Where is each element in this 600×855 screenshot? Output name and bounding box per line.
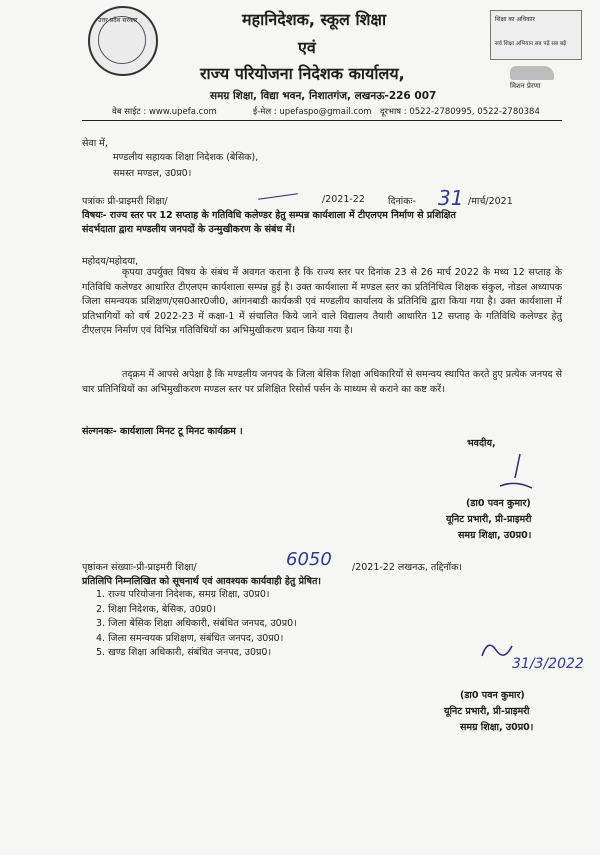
mission-logo-text: मिशन प्रेरणा [510,82,541,90]
endorsement-line: पृष्ठांकन संख्याः-प्री-प्राइमरी शिक्षा/ [82,562,197,573]
handwritten-stroke [258,193,298,200]
signer2-org: समग्र शिक्षा, उ0प्र0। [460,722,534,733]
list-item: 1. राज्य परियोजना निदेशक, समग्र शिक्षा, उ0प्र0। [96,589,270,600]
salutation: सेवा में, [82,138,108,149]
date-rest: /मार्च/2021 [468,196,513,207]
header-line2: एवं [298,38,316,57]
list-item: 3. जिला बेसिक शिक्षा अधिकारी, संबंधित जनपद, उ0प्र0। [96,618,297,629]
copy-line-text: प्रतिलिपि निम्नलिखित को सूचनार्थ एवं आवश्यक कार्यवाही हेतु प्रेषित। [82,576,321,587]
phone-text: दूरभाष : 0522-2780995, 0522-2780384 [380,107,540,117]
signer1-org: समग्र शिक्षा, उ0प्र0। [458,530,532,541]
rte-logo-bottom: सर्व शिक्षा अभियान सब पढ़ें सब बढ़ें [495,41,567,47]
header-line1: महानिदेशक, स्कूल शिक्षा [242,10,387,29]
enclosure: संल्गनकः- कार्यशाला मिनट टू मिनट कार्यक्रम । [82,426,243,437]
subject-line1: विषयः- राज्य स्तर पर 12 सप्ताह के गतिविधि कलेण्डर हेतु सम्पन्न कार्यशाला में टीएलएम निर्माण से प्रशिक्षित [82,210,456,221]
signer1-name: (डा0 पवन कुमार) [466,498,531,509]
header-divider [82,120,562,121]
letter-number: पत्रांकः प्री-प्राइमरी शिक्षा/ [82,196,168,207]
header-address: समग्र शिक्षा, विद्या भवन, निशातगंज, लखनऊ-226 007 [210,90,437,102]
signer2-name: (डा0 पवन कुमार) [460,690,525,701]
rte-logo-top: शिक्षा का अधिकार [495,16,535,23]
handwritten-date-day: 31 [438,186,464,210]
list-item: 4. जिला समन्वयक प्रशिक्षण, संबंधित जनपद, उ0प्र0। [96,632,284,644]
email-link[interactable]: ई-मेल : upefaspo@gmail.com [253,107,372,117]
list-item: 5. खण्ड शिक्षा अधिकारी, संबंधित जनपद, उ0प्र0। [96,647,272,658]
recipient-line2: समस्त मण्डल, उ0प्र0। [113,168,192,179]
copy-line [82,574,321,587]
letter-year: /2021-22 [322,194,365,205]
endorsement-year: /2021-22 लखनऊ, तद्दिनॉक। [352,562,462,573]
rte-logo [490,10,582,60]
date-label: दिनांकः- [388,196,416,207]
para2-text: तद्क्रम में आपसे अपेक्षा है कि मण्डलीय जनपद के जिला बेसिक शिक्षा अधिकारियों से समन्वय स्थापित करते हुए प्रत्येक जनपद से चार प्रतिनिधियों का अभिमुखीकरण मण्डल स्तर पर प्रशिक्षित रिसोर्स पर्सन के माध्यम से कराने का कष्ट करें। [82,369,562,395]
emblem-seal [88,6,158,76]
greeting: महोदय/महोदया, [82,256,139,267]
subject-line2: संदर्भदाता द्वारा मण्डलीय जनपदों के उन्मुखीकरण के संबंध में। [82,224,295,235]
list-item: 2. शिक्षा निदेशक, बेसिक, उ0प्र0। [96,603,216,615]
website-link[interactable]: वेब साईट : www.upefa.com [112,107,217,117]
copy-list [96,588,297,661]
body-paragraph-2 [82,368,562,397]
handwritten-date: 31/3/2022 [512,656,584,672]
mission-logo-shape [510,66,554,80]
recipient-line1: मण्डलीय सहायक शिक्षा निदेशक (बेसिक), [113,152,259,163]
signature-1 [470,452,550,492]
header-line3: राज्य परियोजना निदेशक कार्यालय, [200,64,405,83]
para1-text: कृपया उपर्युक्त विषय के संबंध में अवगत कराना है कि राज्य स्तर पर दिनांक 23 से 26 मार्च 2022 के मध्य 12 सप्ताह के गतिविधि कलेण्डर आधारित टीएलएम कार्यशाला सम्पन्न हुई है। उक्त कार्यशाला में मण्डल स्तर का प्रतिनिधित्व शिक्षक संकुल, नोडल अध्यापक जिला समन्वयक प्रशिक्षण/एस0आर0जी0, आंगनबाडी कार्यकत्री एवं मण्डलीय कार्यालय के प्रतिनिधि द्वारा किया गया है। उक्त कार्यशाला में प्रतिभागियों को वर्ष 2022-23 में कक्षा-1 में संचालित किये जाने वाले विद्यालय तैयारी आधारित 12 सप्ताह के गतिविधि कलेण्डर हेतु टीएलएम निर्माण एवं विभिन्न गतिविधियों का अभिमुखीकरण प्रदान किया गया है। [82,267,562,336]
signer2-title: यूनिट प्रभारी, प्री-प्राइमरी [444,706,530,717]
body-paragraph-1 [82,266,562,339]
signer1-title: यूनिट प्रभारी, प्री-प्राइमरी [446,514,532,525]
seal-text: उत्तर प्रदेश सरकार [98,17,138,24]
endorsement-number: 6050 [286,549,332,570]
closing: भवदीय, [467,438,496,449]
